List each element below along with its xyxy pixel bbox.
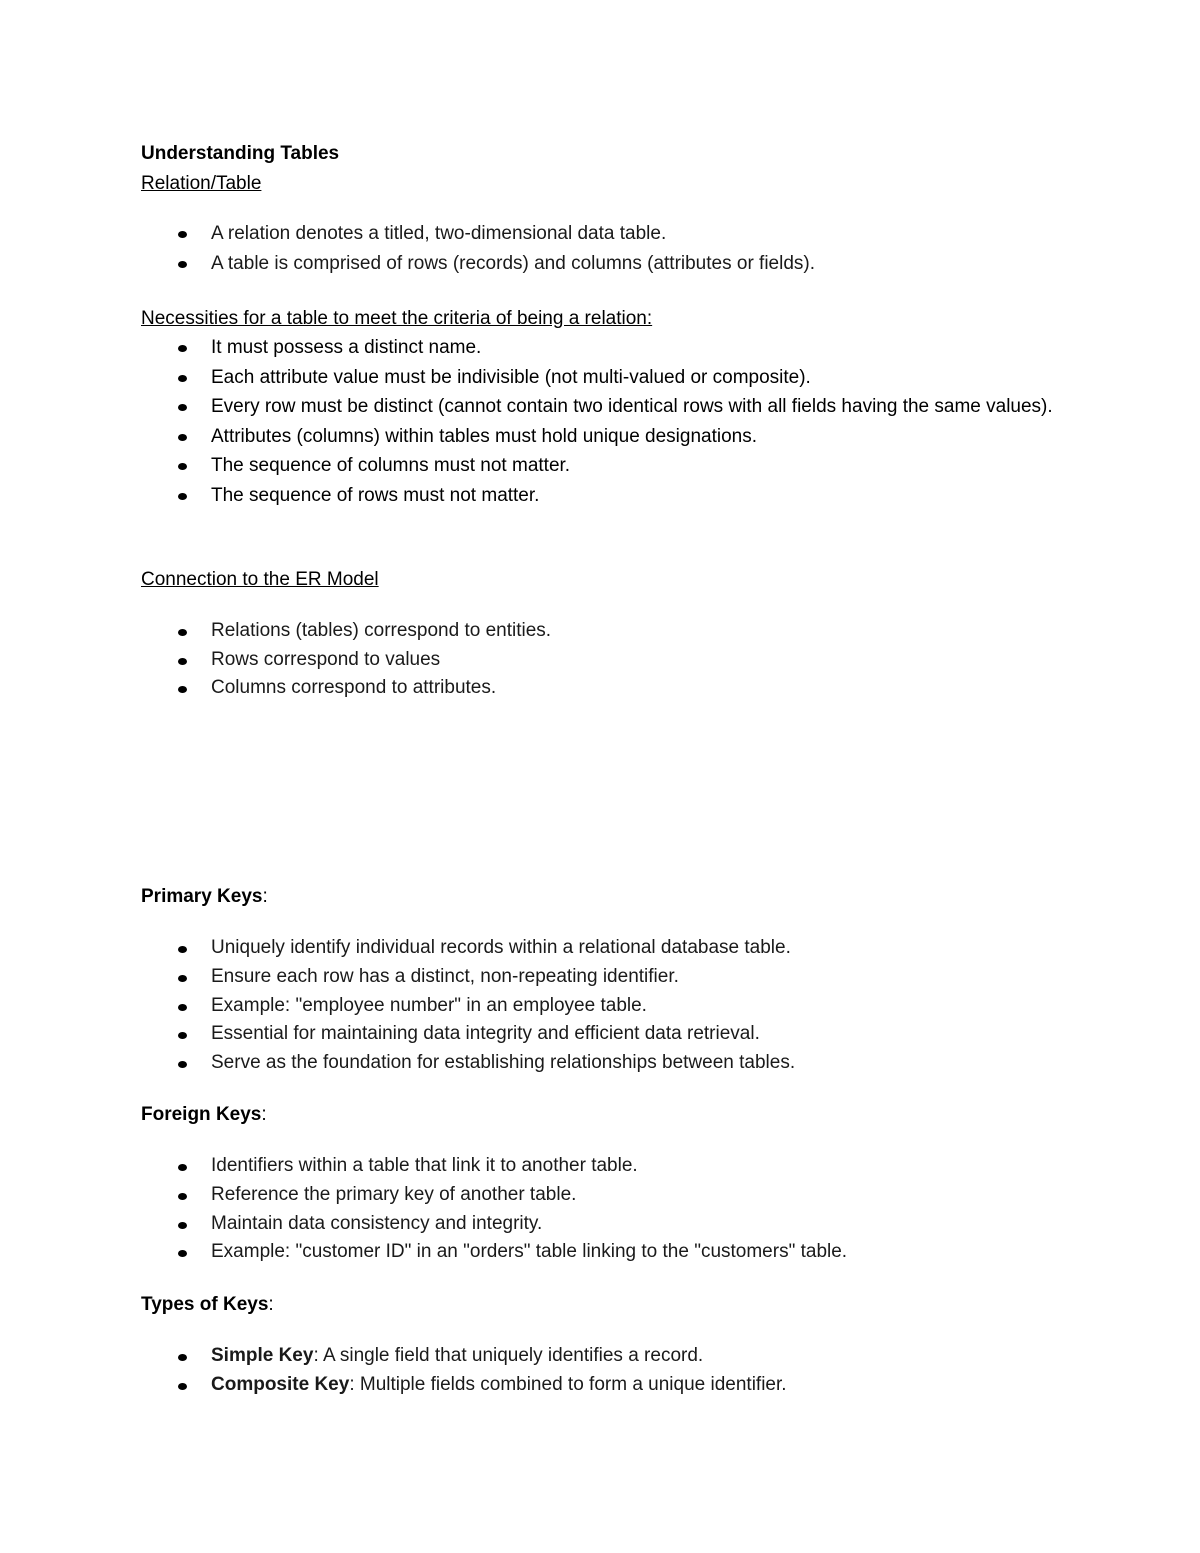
relation-table-list bbox=[141, 219, 1101, 278]
primary-keys-list bbox=[141, 934, 1101, 1078]
list-item: Ensure each row has a distinct, non-repeating identifier. bbox=[141, 963, 1101, 992]
list-item: Attributes (columns) within tables must hold unique designations. bbox=[141, 422, 1101, 452]
list-item: Essential for maintaining data integrity and efficient data retrieval. bbox=[141, 1020, 1101, 1049]
section-primary-keys bbox=[141, 884, 1101, 1078]
simple-key-term: Simple Key bbox=[211, 1345, 314, 1366]
simple-key-desc: : A single field that uniquely identifies a record. bbox=[313, 1345, 704, 1366]
list-item: Columns correspond to attributes. bbox=[141, 674, 1101, 703]
list-item: It must possess a distinct name. bbox=[141, 333, 1101, 363]
list-item: The sequence of columns must not matter. bbox=[141, 451, 1101, 481]
list-item: Uniquely identify individual records within a relational database table. bbox=[141, 934, 1101, 963]
primary-keys-heading: Primary Keys: bbox=[141, 886, 268, 907]
list-item: A relation denotes a titled, two-dimensional data table. bbox=[141, 219, 1101, 249]
necessities-heading: Necessities for a table to meet the criteria of being a relation: bbox=[141, 308, 653, 329]
er-model-heading: Connection to the ER Model bbox=[141, 569, 379, 590]
list-item: The sequence of rows must not matter. bbox=[141, 481, 1101, 511]
section-understanding-tables bbox=[141, 141, 1101, 278]
list-item: Example: "customer ID" in an "orders" table linking to the "customers" table. bbox=[141, 1238, 1101, 1267]
list-item: A table is comprised of rows (records) and columns (attributes or fields). bbox=[141, 249, 1101, 279]
foreign-keys-list bbox=[141, 1152, 1101, 1267]
doc-title: Understanding Tables bbox=[141, 143, 340, 164]
section-foreign-keys bbox=[141, 1102, 1101, 1267]
foreign-keys-heading: Foreign Keys: bbox=[141, 1104, 267, 1125]
section-er-model bbox=[141, 567, 1101, 703]
necessities-list bbox=[141, 333, 1101, 510]
relation-table-subtitle: Relation/Table bbox=[141, 173, 262, 194]
types-of-keys-heading: Types of Keys: bbox=[141, 1294, 274, 1315]
list-item: Every row must be distinct (cannot contain two identical rows with all fields having the same values). bbox=[141, 392, 1101, 422]
composite-key-desc: : Multiple fields combined to form a unique identifier. bbox=[349, 1373, 787, 1395]
list-item bbox=[141, 1342, 1101, 1371]
list-item: Serve as the foundation for establishing relationships between tables. bbox=[141, 1049, 1101, 1078]
list-item bbox=[141, 1371, 1101, 1400]
list-item: Maintain data consistency and integrity. bbox=[141, 1210, 1101, 1239]
list-item: Example: "employee number" in an employee table. bbox=[141, 992, 1101, 1021]
list-item: Reference the primary key of another table. bbox=[141, 1181, 1101, 1210]
composite-key-term: Composite Key bbox=[211, 1373, 350, 1395]
list-item: Rows correspond to values bbox=[141, 646, 1101, 675]
list-item: Identifiers within a table that link it to another table. bbox=[141, 1152, 1101, 1181]
list-item: Relations (tables) correspond to entities. bbox=[141, 617, 1101, 646]
list-item: Each attribute value must be indivisible (not multi-valued or composite). bbox=[141, 363, 1101, 393]
types-of-keys-list bbox=[141, 1342, 1101, 1400]
section-necessities bbox=[141, 306, 1101, 510]
section-types-of-keys bbox=[141, 1292, 1101, 1400]
er-model-list bbox=[141, 617, 1101, 703]
